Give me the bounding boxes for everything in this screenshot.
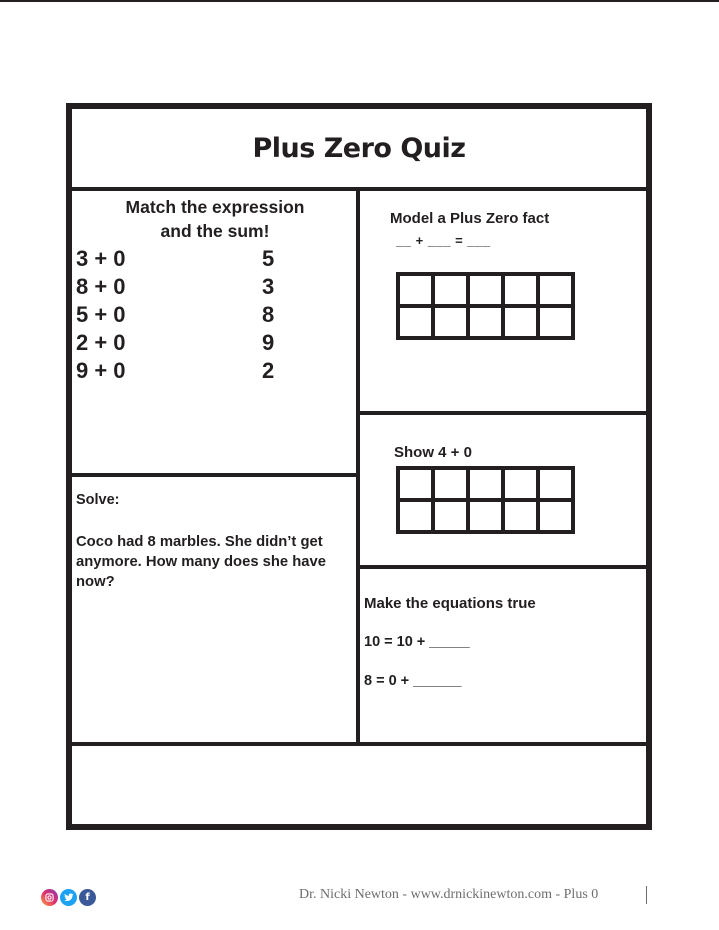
match-sum: 5 [262,246,275,271]
twitter-icon[interactable] [60,889,77,906]
ten-frame-box [470,502,501,530]
ten-frame-box [400,276,431,304]
ten-frame-box [540,308,571,336]
ten-frame-box [435,502,466,530]
match-heading-line1: Match the expression [125,197,305,217]
ten-frame-box [400,308,431,336]
instagram-icon[interactable] [41,889,58,906]
match-sum: 8 [262,302,275,327]
match-row [76,330,356,358]
match-heading [72,195,358,243]
ten-frame-box [505,276,536,304]
match-sum: 2 [262,358,275,383]
show-equations-divider [358,565,646,569]
match-sum: 9 [262,330,275,355]
match-row [76,246,356,274]
ten-frame-box [400,502,431,530]
match-solve-divider [72,473,358,477]
match-expression: 8 + 0 [76,274,126,299]
show-heading: Show 4 + 0 [394,444,472,461]
answer-area [72,746,646,824]
match-sum: 3 [262,274,275,299]
equation-1: 10 = 10 + _____ [364,634,470,650]
ten-frame-box [540,470,571,498]
social-icons [41,889,96,906]
equations-heading: Make the equations true [364,595,536,612]
ten-frame-box [435,308,466,336]
ten-frame-box [470,308,501,336]
quiz-frame [66,103,652,830]
ten-frame-box [435,276,466,304]
match-expression: 5 + 0 [76,302,126,327]
match-row [76,302,356,330]
ten-frame-box [470,470,501,498]
solve-label: Solve: [76,492,120,508]
ten-frame-model [396,272,575,340]
model-show-divider [358,411,646,415]
ten-frame-box [505,502,536,530]
ten-frame-box [435,470,466,498]
match-expression: 2 + 0 [76,330,126,355]
ten-frame-box [540,276,571,304]
top-rule [0,0,719,2]
footer-credit: Dr. Nicki Newton - www.drnickinewton.com - Plus 0 [299,887,599,902]
ten-frame-box [470,276,501,304]
model-heading: Model a Plus Zero fact [390,210,550,227]
center-divider [356,191,360,742]
equation-2: 8 = 0 + ______ [364,673,462,689]
footer-separator [646,886,647,904]
match-heading-line2: and the sum! [160,221,270,241]
ten-frame-box [540,502,571,530]
quiz-title: Plus Zero Quiz [252,132,466,164]
ten-frame-box [505,308,536,336]
fact-blanks: __ + ___ = ___ [396,233,491,248]
facebook-icon[interactable]: f [79,889,96,906]
ten-frame-show [396,466,575,534]
match-expression: 3 + 0 [76,246,126,271]
ten-frame-box [505,470,536,498]
match-row [76,274,356,302]
match-row [76,358,356,386]
word-problem: Coco had 8 marbles. She didn’t get anymore. How many does she have now? [76,534,326,590]
match-expression: 9 + 0 [76,358,126,383]
ten-frame-box [400,470,431,498]
